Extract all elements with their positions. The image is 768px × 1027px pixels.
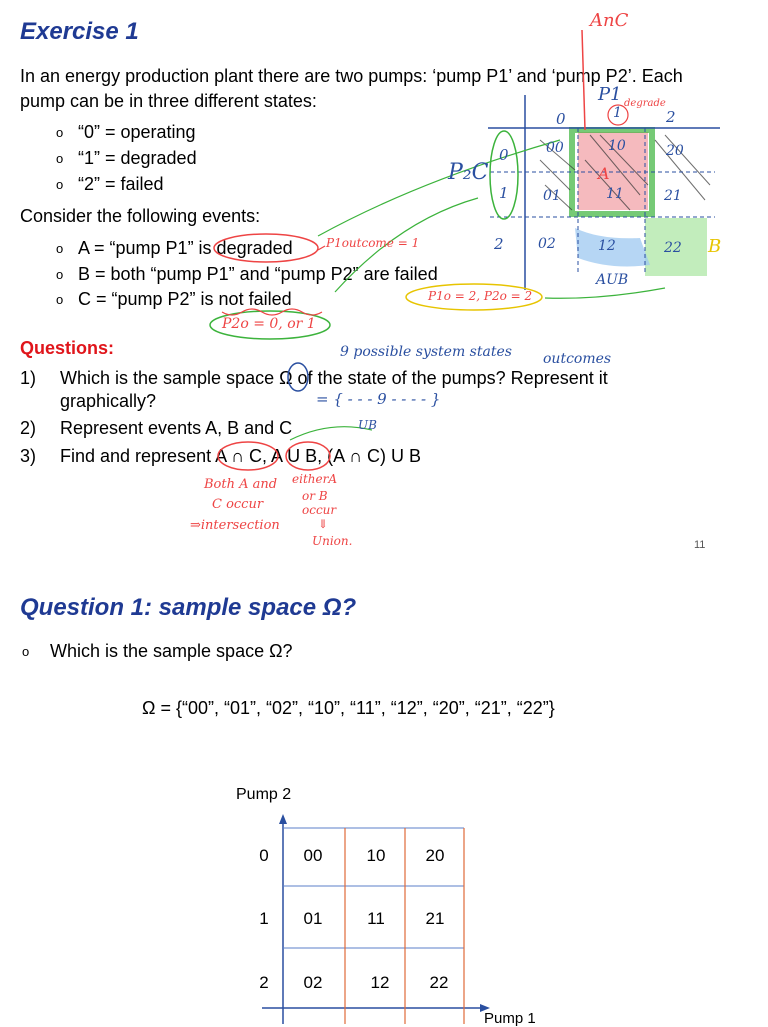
state-item: “0” = operating [78,122,196,142]
state-item: “2” = failed [78,174,164,194]
grid-cell: 20 [425,846,445,865]
event-b: B = both “pump P1” and “pump P2” are failed [78,264,438,284]
event-c: C = “pump P2” is not failed [78,289,292,309]
grid-cell: 02 [303,973,323,992]
question-number: 3) [20,446,37,466]
bullet-icon: o [56,177,64,192]
either-label: eitherA [292,472,337,486]
question-number: 1) [20,368,37,388]
grid-cell: 22 [429,973,449,992]
question-text: graphically? [60,391,157,411]
grid-cell: 11 [367,909,385,928]
x-axis-label: Pump 1 [484,1010,536,1027]
sketch-cell: 21 [664,188,682,204]
ub-label: UB [358,418,377,432]
grid-cell: 10 [366,846,386,865]
p1-outcome-label: P1outcome = 1 [326,236,420,250]
set-nine-label: = { - - - 9 - - - - } [316,390,441,408]
sketch-row-label: 2 [494,235,504,253]
grid-cell: 01 [303,909,323,928]
or-b-label: or B [302,489,328,503]
questions-heading: Questions: [20,338,115,358]
p1o-p2o-label: P1o = 2, P2o = 2 [428,289,533,303]
y-axis-label: Pump 2 [236,786,292,803]
sketch-cell: 01 [543,188,561,204]
bullet-icon: o [56,241,64,256]
b-label: B [708,236,722,257]
sketch-cell: 12 [598,238,616,254]
grid-cell: 00 [303,846,323,865]
grid-cell: 21 [425,909,445,928]
bullet-icon: o [56,267,64,282]
a-label: A [598,164,610,183]
bullet-icon: o [56,125,64,140]
sketch-cell: 02 [538,236,556,252]
sketch-cell: 10 [608,138,626,154]
intersection-label: ⇒intersection [190,518,280,533]
state-item: “1” = degraded [78,148,197,168]
degrade-label: degrade [624,98,666,109]
sketch-cell: 11 [606,186,624,202]
sketch-row-label: 1 [499,184,509,202]
sketch-cell: 20 [666,143,684,159]
row-label: 2 [259,973,269,992]
sketch-row-label: 0 [499,146,509,164]
event-a: A = “pump P1” is degraded [78,238,293,258]
sketch-cell: 00 [546,140,564,156]
sketch-col-label: 0 [556,110,566,128]
union-label: Union. [312,534,353,548]
question-text: Find and represent A ∩ C, A U B, (A ∩ C) U B [60,446,422,466]
y-axis-arrowhead [279,814,287,824]
omega-set: Ω = {“00”, “01”, “02”, “10”, “11”, “12”, “20”, “21”, “22”} [142,698,555,718]
bullet-text: Which is the sample space Ω? [50,641,293,661]
aub-label: AUB [596,272,629,288]
slide-title: Exercise 1 [20,18,139,45]
c-occur-label: C occur [212,497,264,512]
grid-cell: 12 [370,973,390,992]
row-label: 1 [259,909,269,928]
bullet-icon: o [22,644,30,659]
outcomes-label: outcomes [543,351,612,367]
question-text: Which is the sample space Ω of the state of the pumps? Represent it [60,368,608,388]
bullet-icon: o [56,151,64,166]
question-number: 2) [20,418,37,438]
p2o-label: P2o = 0, or 1 [222,316,316,332]
intro-line-2: pump can be in three different states: [20,91,317,111]
p1-label: P1 [598,84,622,105]
events-intro: Consider the following events: [20,206,261,226]
anc-label: AnC [590,10,629,31]
intro-line-1: In an energy production plant there are two pumps: ‘pump P1’ and ‘pump P2’. Each [20,66,683,86]
p2c-label: P₂C [448,160,489,185]
down-arrow-icon: ⇓ [318,517,329,531]
slide-title: Question 1: sample space Ω? [20,594,357,621]
occur-label: occur [302,503,337,517]
sketch-col-label: 1 [613,105,622,121]
both-a-and-label: Both A and [204,477,278,492]
possible-states-label: 9 possible system states [340,344,512,360]
sketch-cell: 22 [664,240,682,256]
bullet-icon: o [56,292,64,307]
row-label: 0 [259,846,269,865]
sketch-col-label: 2 [666,108,676,126]
question-text: Represent events A, B and C [60,418,293,438]
page-number: 11 [694,539,706,551]
